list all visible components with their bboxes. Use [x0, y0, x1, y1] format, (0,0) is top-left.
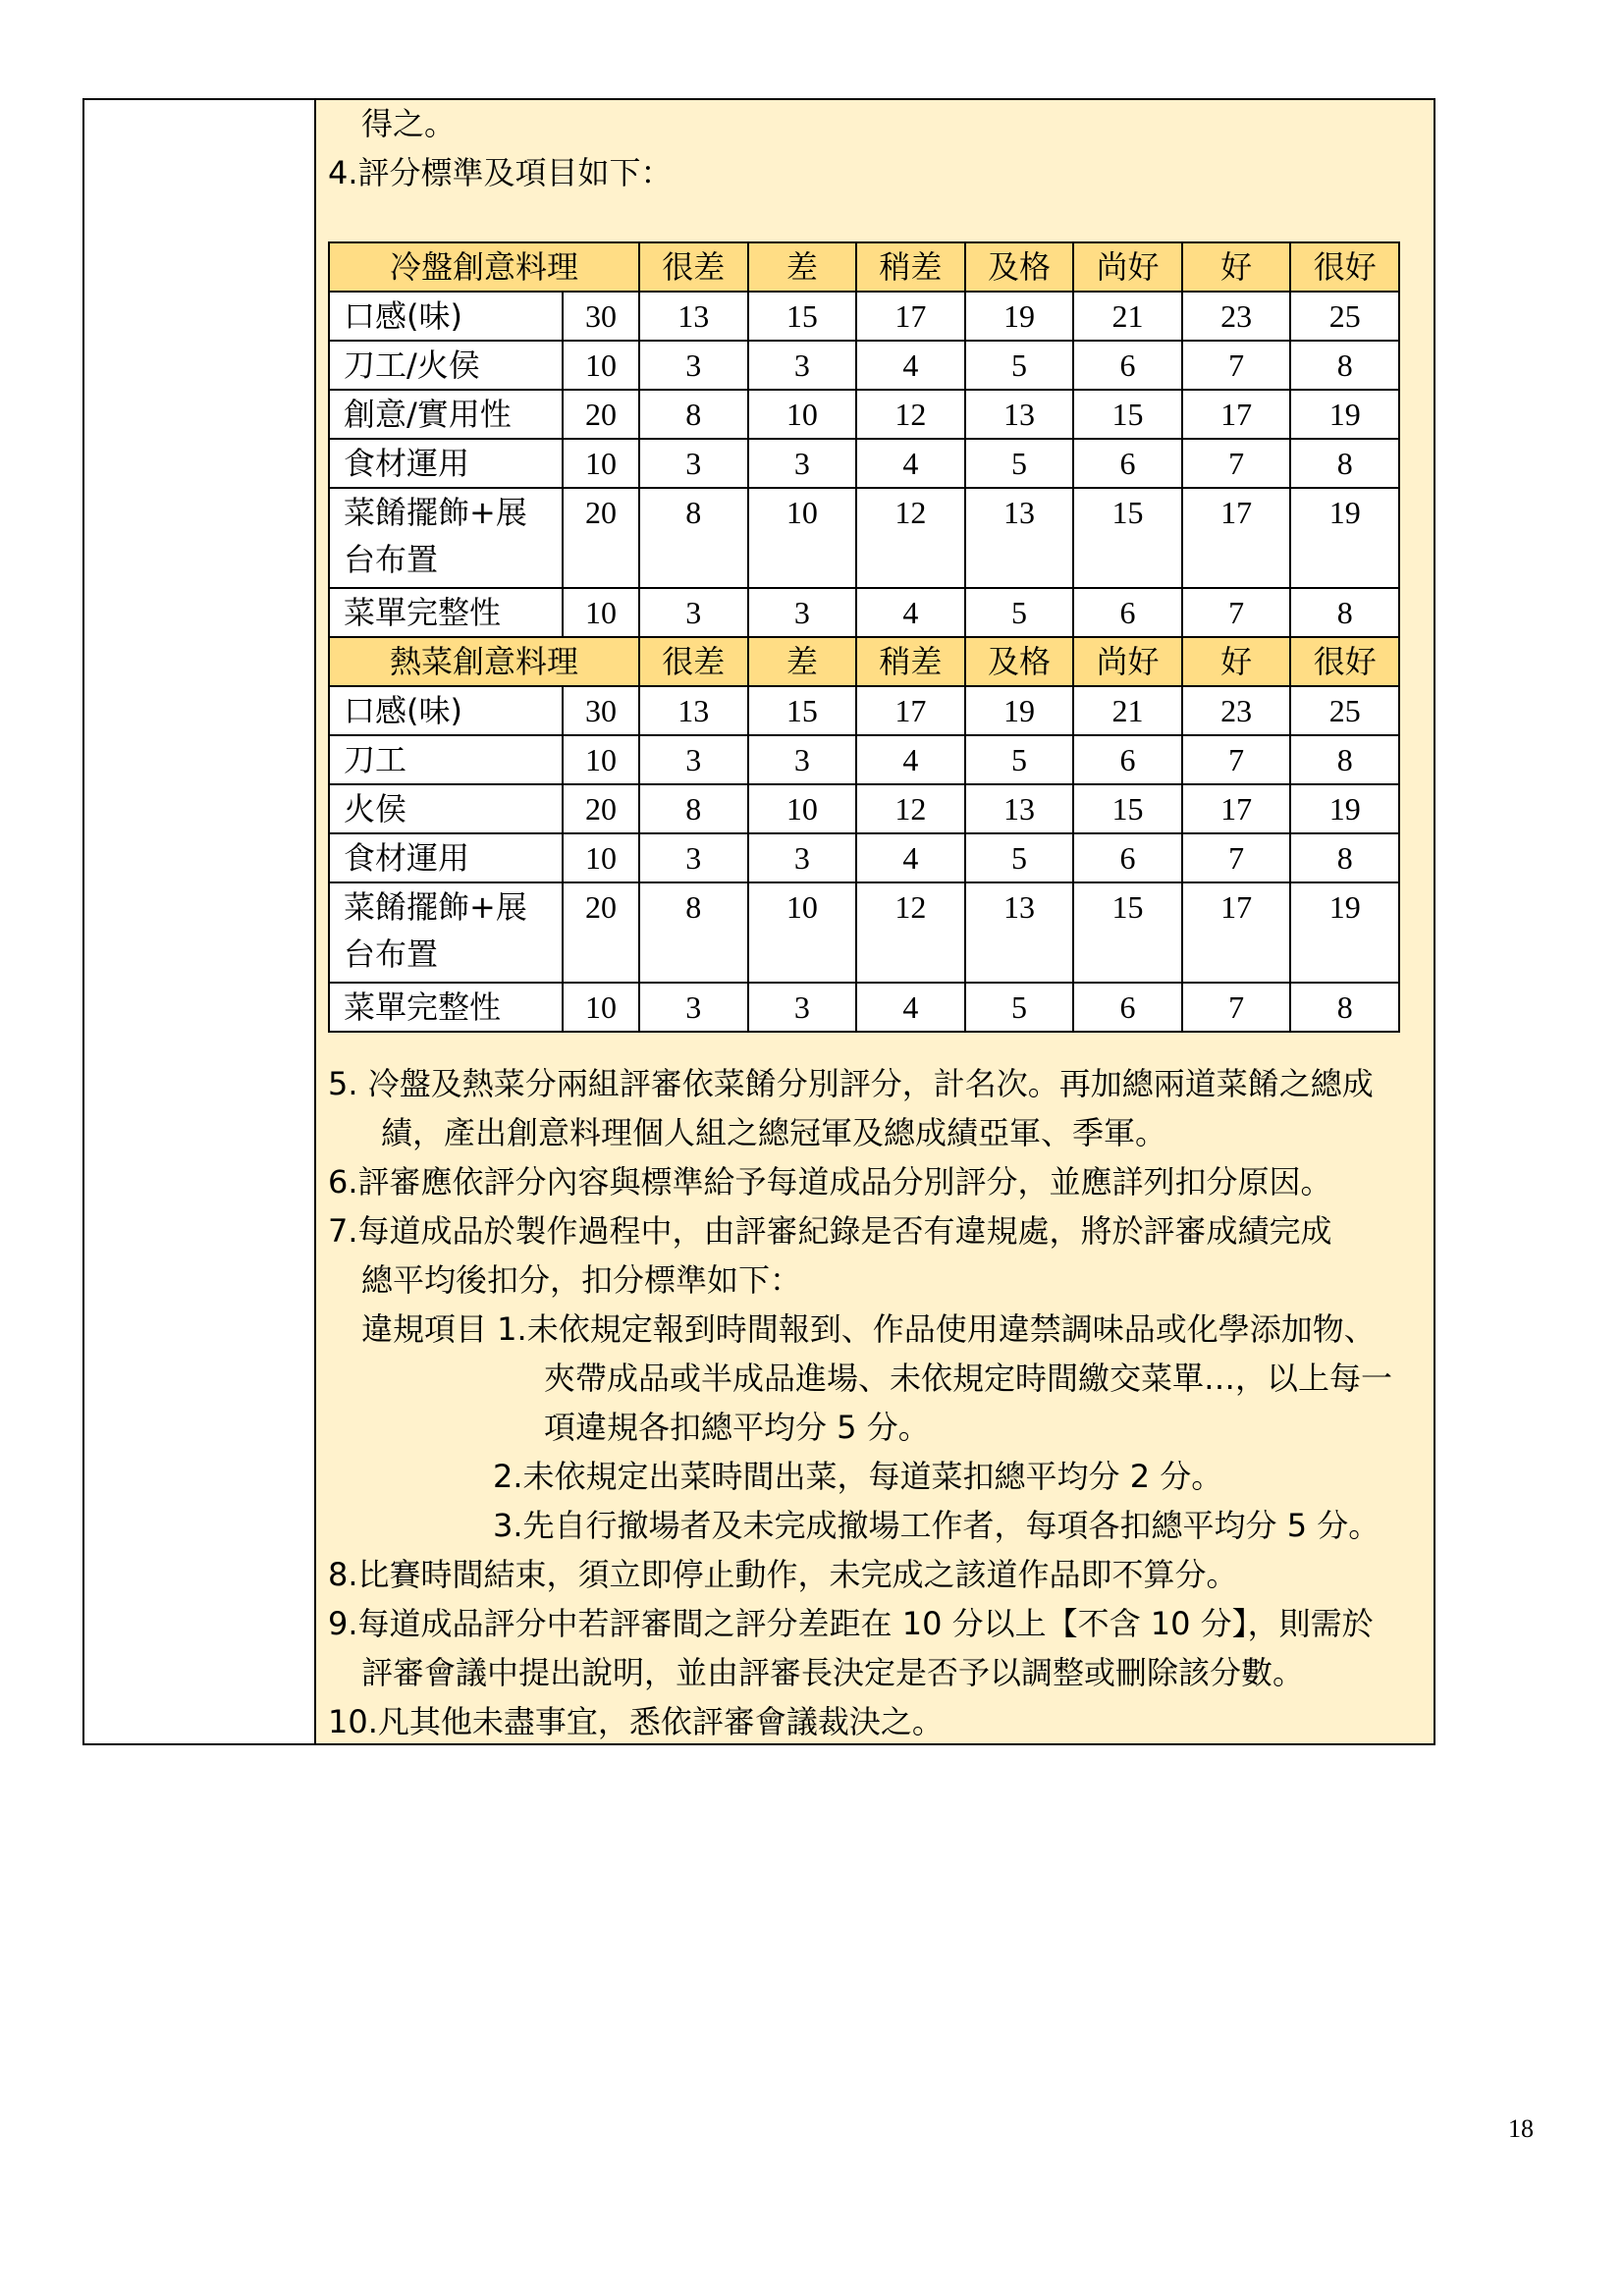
score-cell: 10 — [748, 488, 857, 588]
score-cell: 4 — [856, 833, 965, 882]
score-cell: 3 — [748, 439, 857, 488]
score-cell: 5 — [965, 341, 1074, 390]
score-cell: 3 — [748, 588, 857, 637]
score-cell: 15 — [1073, 784, 1182, 833]
score-cell: 23 — [1182, 292, 1291, 341]
score-cell: 3 — [748, 833, 857, 882]
score-cell: 5 — [965, 735, 1074, 784]
score-cell: 5 — [965, 983, 1074, 1032]
table-row — [329, 341, 1399, 390]
rule-8: 8.比賽時間結束，須立即停止動作，未完成之該道作品即不算分。 — [328, 1556, 1238, 1593]
cold-header-row — [329, 242, 1399, 292]
grade-header: 很好 — [1290, 242, 1399, 292]
table-row — [329, 784, 1399, 833]
table-row — [329, 588, 1399, 637]
score-cell: 6 — [1073, 588, 1182, 637]
score-cell: 3 — [639, 983, 748, 1032]
rule-7-item-1-end: 項違規各扣總平均分 5 分。 — [544, 1409, 930, 1446]
criterion-label: 菜單完整性 — [329, 588, 563, 637]
score-cell: 4 — [856, 983, 965, 1032]
rule-5-cont: 績，產出創意料理個人組之總冠軍及總成績亞軍、季軍。 — [381, 1114, 1167, 1151]
table-row — [329, 735, 1399, 784]
rule-7: 7.每道成品於製作過程中，由評審紀錄是否有違規處，將於評審成績完成 — [328, 1212, 1332, 1250]
rule-7-item-1: 違規項目 1.未依規定報到時間報到、作品使用違禁調味品或化學添加物、 — [361, 1310, 1376, 1348]
criterion-label: 食材運用 — [329, 439, 563, 488]
score-cell: 5 — [965, 833, 1074, 882]
grade-header: 及格 — [965, 242, 1074, 292]
criterion-label-line: 台布置 — [344, 541, 439, 578]
score-cell: 8 — [639, 488, 748, 588]
score-cell: 5 — [965, 588, 1074, 637]
score-cell: 4 — [856, 439, 965, 488]
max-score: 20 — [563, 488, 639, 588]
score-cell: 12 — [856, 882, 965, 983]
score-cell: 13 — [965, 488, 1074, 588]
section-heading: 4.評分標準及項目如下： — [328, 154, 673, 191]
score-cell: 17 — [1182, 488, 1291, 588]
rule-5: 5. 冷盤及熱菜分兩組評審依菜餚分別評分，計名次。再加總兩道菜餚之總成 — [328, 1065, 1374, 1102]
score-cell: 21 — [1073, 292, 1182, 341]
criterion-label: 口感(味) — [329, 686, 563, 735]
score-cell: 8 — [1290, 983, 1399, 1032]
score-cell: 25 — [1290, 292, 1399, 341]
score-cell: 17 — [1182, 784, 1291, 833]
score-cell: 7 — [1182, 341, 1291, 390]
criterion-label-line: 台布置 — [344, 935, 439, 973]
score-cell: 17 — [856, 686, 965, 735]
table-row — [329, 882, 1399, 983]
score-cell: 25 — [1290, 686, 1399, 735]
max-score: 10 — [563, 983, 639, 1032]
score-cell: 4 — [856, 588, 965, 637]
grade-header: 很差 — [639, 637, 748, 686]
score-cell: 13 — [965, 882, 1074, 983]
left-column — [84, 100, 316, 1743]
score-cell: 6 — [1073, 341, 1182, 390]
criterion-label: 食材運用 — [329, 833, 563, 882]
criterion-label: 刀工/火侯 — [329, 341, 563, 390]
table-row — [329, 292, 1399, 341]
score-cell: 19 — [965, 292, 1074, 341]
rule-7-cont: 總平均後扣分，扣分標準如下： — [361, 1261, 802, 1299]
score-cell: 6 — [1073, 439, 1182, 488]
score-cell: 10 — [748, 784, 857, 833]
table-row — [329, 439, 1399, 488]
criterion-label: 口感(味) — [329, 292, 563, 341]
grade-header: 很差 — [639, 242, 748, 292]
score-cell: 19 — [1290, 488, 1399, 588]
score-cell: 19 — [1290, 390, 1399, 439]
grade-header: 很好 — [1290, 637, 1399, 686]
hot-header-row — [329, 637, 1399, 686]
score-cell: 15 — [1073, 390, 1182, 439]
score-cell: 6 — [1073, 735, 1182, 784]
score-cell: 8 — [1290, 341, 1399, 390]
score-cell: 3 — [639, 341, 748, 390]
score-cell: 10 — [748, 882, 857, 983]
criterion-label: 刀工 — [329, 735, 563, 784]
table-row — [329, 390, 1399, 439]
rule-6: 6.評審應依評分內容與標準給予每道成品分別評分，並應詳列扣分原因。 — [328, 1163, 1332, 1201]
score-cell: 8 — [1290, 588, 1399, 637]
table-row — [329, 833, 1399, 882]
score-cell: 13 — [639, 292, 748, 341]
grade-header: 尚好 — [1073, 637, 1182, 686]
score-cell: 15 — [1073, 488, 1182, 588]
max-score: 20 — [563, 882, 639, 983]
max-score: 10 — [563, 439, 639, 488]
rule-7-item-1-cont: 夾帶成品或半成品進場、未依規定時間繳交菜單…，以上每一 — [544, 1360, 1393, 1397]
criterion-label-line: 菜餚擺飾+展 — [344, 494, 527, 531]
page-number: 18 — [1508, 2114, 1534, 2143]
grade-header: 稍差 — [856, 637, 965, 686]
score-cell: 6 — [1073, 833, 1182, 882]
criterion-label: 火侯 — [329, 784, 563, 833]
score-cell: 17 — [856, 292, 965, 341]
score-cell: 8 — [1290, 439, 1399, 488]
max-score: 20 — [563, 390, 639, 439]
score-cell: 17 — [1182, 390, 1291, 439]
score-cell: 7 — [1182, 439, 1291, 488]
score-cell: 6 — [1073, 983, 1182, 1032]
criterion-label: 創意/實用性 — [329, 390, 563, 439]
score-cell: 12 — [856, 390, 965, 439]
score-cell: 13 — [639, 686, 748, 735]
rule-10: 10.凡其他未盡事宜，悉依評審會議裁決之。 — [328, 1703, 944, 1740]
rule-7-item-2: 2.未依規定出菜時間出菜，每道菜扣總平均分 2 分。 — [493, 1458, 1223, 1495]
score-cell: 3 — [748, 341, 857, 390]
score-cell: 19 — [1290, 882, 1399, 983]
score-cell: 4 — [856, 735, 965, 784]
max-score: 10 — [563, 588, 639, 637]
score-cell: 3 — [639, 439, 748, 488]
table-row — [329, 983, 1399, 1032]
rule-9: 9.每道成品評分中若評審間之評分差距在 10 分以上【不含 10 分】，則需於 — [328, 1605, 1374, 1642]
max-score: 20 — [563, 784, 639, 833]
score-cell: 8 — [1290, 833, 1399, 882]
score-cell: 12 — [856, 784, 965, 833]
score-cell: 10 — [748, 390, 857, 439]
cold-category-title: 冷盤創意料理 — [329, 242, 639, 292]
table-row — [329, 488, 1399, 588]
max-score: 30 — [563, 686, 639, 735]
score-cell: 3 — [748, 735, 857, 784]
rule-7-item-3: 3.先自行撤場者及未完成撤場工作者，每項各扣總平均分 5 分。 — [493, 1507, 1380, 1544]
score-cell: 15 — [748, 686, 857, 735]
hot-category-title: 熱菜創意料理 — [329, 637, 639, 686]
rule-9-cont: 評審會議中提出說明，並由評審長決定是否予以調整或刪除該分數。 — [361, 1654, 1305, 1691]
grade-header: 差 — [748, 242, 857, 292]
max-score: 10 — [563, 735, 639, 784]
grade-header: 差 — [748, 637, 857, 686]
grade-header: 及格 — [965, 637, 1074, 686]
score-cell: 8 — [639, 390, 748, 439]
score-cell: 7 — [1182, 833, 1291, 882]
score-cell: 13 — [965, 390, 1074, 439]
grade-header: 尚好 — [1073, 242, 1182, 292]
score-cell: 3 — [639, 833, 748, 882]
max-score: 10 — [563, 833, 639, 882]
score-cell: 15 — [1073, 882, 1182, 983]
score-cell: 7 — [1182, 588, 1291, 637]
criterion-label: 菜單完整性 — [329, 983, 563, 1032]
score-cell: 8 — [639, 784, 748, 833]
score-cell: 4 — [856, 341, 965, 390]
scoring-table — [328, 241, 1400, 1033]
grade-header: 好 — [1182, 637, 1291, 686]
criterion-label-line: 菜餚擺飾+展 — [344, 888, 527, 926]
score-cell: 3 — [748, 983, 857, 1032]
score-cell: 13 — [965, 784, 1074, 833]
score-cell: 7 — [1182, 983, 1291, 1032]
score-cell: 3 — [639, 588, 748, 637]
score-cell: 17 — [1182, 882, 1291, 983]
score-cell: 7 — [1182, 735, 1291, 784]
score-cell: 19 — [1290, 784, 1399, 833]
grade-header: 好 — [1182, 242, 1291, 292]
text-line: 得之。 — [361, 105, 457, 142]
table-row — [329, 686, 1399, 735]
max-score: 10 — [563, 341, 639, 390]
score-cell: 12 — [856, 488, 965, 588]
score-cell: 8 — [1290, 735, 1399, 784]
grade-header: 稍差 — [856, 242, 965, 292]
criterion-label — [329, 882, 563, 983]
score-cell: 23 — [1182, 686, 1291, 735]
score-cell: 8 — [639, 882, 748, 983]
score-cell: 3 — [639, 735, 748, 784]
score-cell: 19 — [965, 686, 1074, 735]
criterion-label — [329, 488, 563, 588]
score-cell: 21 — [1073, 686, 1182, 735]
max-score: 30 — [563, 292, 639, 341]
score-cell: 15 — [748, 292, 857, 341]
score-cell: 5 — [965, 439, 1074, 488]
